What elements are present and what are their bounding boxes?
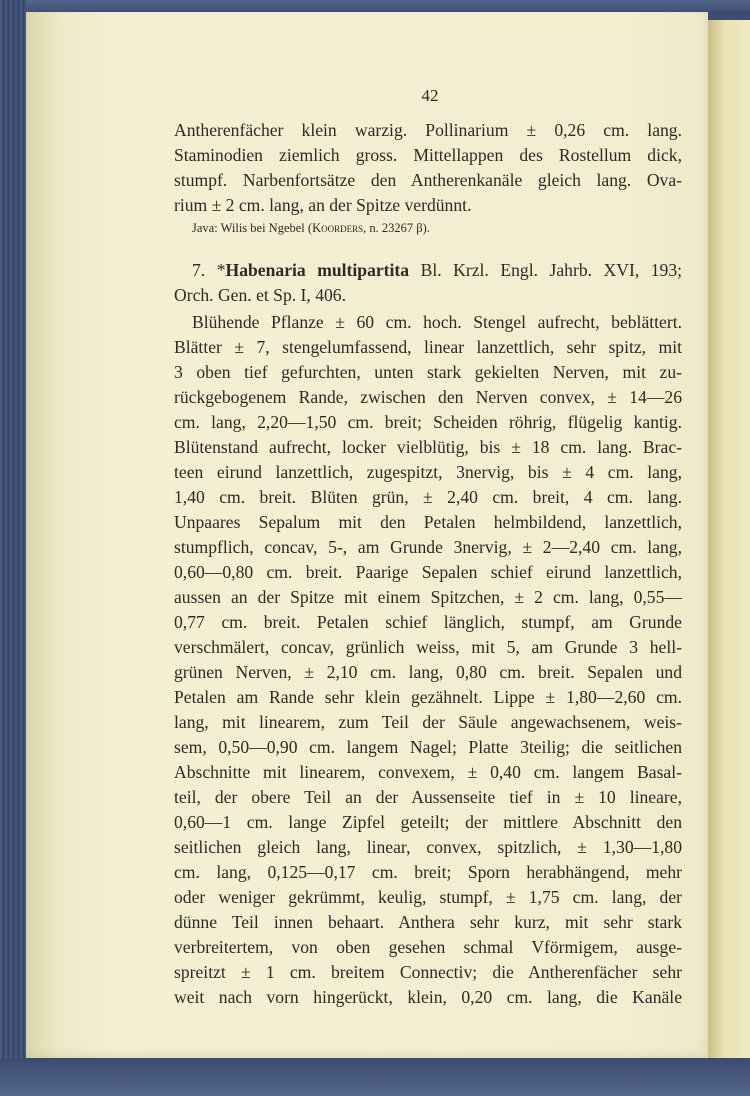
text-line: teen eirund lanzettlich, zugespitzt, 3nervig, bis ± 4 cm. lang, [174,462,682,482]
text-line: Abschnitte mit linearem, convexem, ± 0,40 cm. langem Basal- [174,762,682,782]
text-line: 0,77 cm. breit. Petalen schief länglich, stumpf, am Grunde [174,612,682,632]
page-edge [708,20,750,1060]
text-line: 3 oben tief gefurchten, unten stark gekielten Nerven, mit zu- [174,362,682,382]
text-line: 0,60—1 cm. lange Zipfel geteilt; der mittlere Abschnitt den [174,812,682,832]
text-line: Blätter ± 7, stengelumfassend, linear lanzettlich, sehr spitz, mit [174,337,682,357]
text-line: verbreitertem, von oben gesehen schmal Vförmigem, ausge- [174,937,682,957]
text-line: grünen Nerven, ± 2,10 cm. lang, 0,80 cm. breit. Sepalen und [174,662,682,682]
species-reference: Bl. Krzl. Engl. Jahrb. XVI, 193; [409,260,683,280]
locality-line [192,216,682,240]
text-line: 1,40 cm. breit. Blüten grün, ± 2,40 cm. breit, 4 cm. lang. [174,487,682,507]
locality-prefix: Java: Wilis bei Ngebel ( [192,221,313,235]
book-binding [0,0,26,1096]
text-line: Staminodien ziemlich gross. Mittellappen des Rostellum dick, [174,145,682,165]
text-line: aussen an der Spitze mit einem Spitzchen, ± 2 cm. lang, 0,55— [174,587,682,607]
text-line: Blühende Pflanze ± 60 cm. hoch. Stengel aufrecht, beblättert. [192,312,682,332]
text-line: dünne Teil innen behaart. Anthera sehr kurz, mit sehr stark [174,912,682,932]
text-line: weit nach vorn hingerückt, klein, 0,20 cm. lang, die Kanäle [174,987,682,1007]
species-number: 7. * [192,260,226,280]
text-line: Unpaares Sepalum mit den Petalen helmbildend, lanzettlich, [174,512,682,532]
text-line: sem, 0,50—0,90 cm. langem Nagel; Platte 3teilig; die seitlichen [174,737,682,757]
text-line: Petalen am Rande sehr klein gezähnelt. Lippe ± 1,80—2,60 cm. [174,687,682,707]
text-line: spreitzt ± 1 cm. breitem Connectiv; die Antherenfächer sehr [174,962,682,982]
species-name: Habenaria multipartita [225,260,410,280]
page-number: 42 [421,86,439,105]
text-line: stumpflich, concav, 5-, am Grunde 3nervig, ± 2—2,40 cm. lang, [174,537,682,557]
locality-suffix: , n. 23267 β). [363,221,430,235]
species-reference-2: Orch. Gen. et Sp. I, 406. [174,285,346,305]
text-line: 0,60—0,80 cm. breit. Paarige Sepalen schief eirund lanzettlich, [174,562,682,582]
text-line: cm. lang, 2,20—1,50 cm. breit; Scheiden röhrig, flügelig kantig. [174,412,682,432]
collector-name: Koorders [312,221,364,235]
book-cover-bottom [0,1058,750,1096]
text-line: verschmälert, concav, grünlich weiss, mit 5, am Grunde 3 hell- [174,637,682,657]
species-heading [192,258,682,282]
text-line: stumpf. Narbenfortsätze den Antherenkanäle gleich lang. Ova- [174,170,682,190]
text-line: Blütenstand aufrecht, locker vielblütig, bis ± 18 cm. lang. Brac- [174,437,682,457]
text-line: rückgebogenem Rande, zwischen den Nerven convex, ± 14—26 [174,387,682,407]
text-line: rium ± 2 cm. lang, an der Spitze verdünnt. [174,195,472,215]
text-line: seitlichen gleich lang, linear, convex, spitzlich, ± 1,30—1,80 [174,837,682,857]
text-line: lang, mit linearem, zum Teil der Säule angewachsenem, weis- [174,712,682,732]
text-line: teil, der obere Teil an der Aussenseite tief in ± 10 lineare, [174,787,682,807]
text-line: cm. lang, 0,125—0,17 cm. breit; Sporn herabhängend, mehr [174,862,682,882]
text-line: Antherenfächer klein warzig. Pollinarium ± 0,26 cm. lang. [174,120,682,140]
text-line: oder weniger gekrümmt, keulig, stumpf, ± 1,75 cm. lang, der [174,887,682,907]
